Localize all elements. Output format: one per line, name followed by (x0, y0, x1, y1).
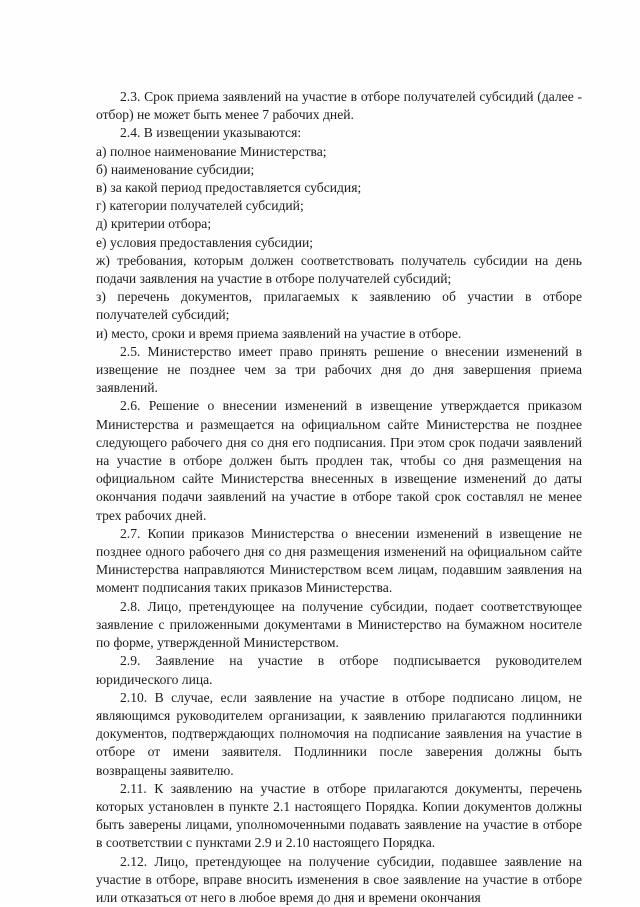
list-item-2-4-zh: ж) требования, которым должен соответствовать получатель субсидии на день подачи заявления на участие в отборе получателей субсидий; (96, 252, 582, 287)
list-item-2-4-i: и) место, сроки и время приема заявлений на участие в отборе. (96, 325, 462, 341)
list-item-2-4-v: в) за какой период предоставляется субсидия; (96, 180, 362, 196)
paragraph-2-5: 2.5. Министерство имеет право принять решение о внесении изменений в извещение не позднее чем за три рабочих дня до дня завершения приема заявлений. (96, 343, 582, 396)
paragraph-2-7: 2.7. Копии приказов Министерства о внесении изменений в извещение не позднее одного рабочего дня со дня размещения изменений на официальном сайте Министерства направляются Министерством всем лицам, подавшим заявления на момент подписания таких приказов Министерства. (96, 525, 582, 596)
paragraph-2-4: 2.4. В извещении указываются: (120, 125, 302, 141)
paragraph-2-8: 2.8. Лицо, претендующее на получение субсидии, подает соответствующее заявление с приложенными документами в Министерство на бумажном носителе по форме, утвержденной Министерством. (96, 598, 582, 651)
list-item-2-4-b: б) наименование субсидии; (96, 161, 255, 177)
list-item-2-4-g: г) категории получателей субсидий; (96, 198, 304, 214)
list-item-2-4-a: а) полное наименование Министерства; (96, 143, 327, 159)
list-item-2-4-z: з) перечень документов, прилагаемых к заявлению об участии в отборе получателей субсидий; (96, 289, 582, 323)
paragraph-2-10: 2.10. В случае, если заявление на участие в отборе подписано лицом, не являющимся руководителем организации, к заявлению прилагаются подлинники документов, подтверждающих полномочия на подписание заявления на участие в отборе от имени заявителя. Подлинники после заверения должны быть возвращены заявителю. (96, 689, 582, 778)
list-item-2-4-d: д) критерии отбора; (96, 216, 212, 232)
document-body (96, 88, 582, 907)
list-item-2-4-e: е) условия предоставления субсидии; (96, 234, 314, 250)
paragraph-2-12: 2.12. Лицо, претендующее на получение субсидии, подавшее заявление на участие в отборе, вправе вносить изменения в свое заявление на участие в отборе или отказаться от него в любое время до дня и времени окончания (96, 853, 582, 905)
paragraph-2-3: 2.3. Срок приема заявлений на участие в отборе получателей субсидий (далее - отбор) не может быть менее 7 рабочих дней. (96, 89, 582, 123)
paragraph-2-6: 2.6. Решение о внесении изменений в извещение утверждается приказом Министерства и размещается на официальном сайте Министерства не позднее следующего рабочего дня со дня его подписания. При этом срок подачи заявлений на участие в отборе должен быть продлен так, чтобы со дня размещения на официальном сайте Министерства внесенных в извещение изменений до даты окончания подачи заявлений на участие в отборе такой срок составлял не менее трех рабочих дней. (96, 398, 582, 523)
paragraph-2-9: 2.9. Заявление на участие в отборе подписывается руководителем юридического лица. (96, 653, 582, 687)
paragraph-2-11: 2.11. К заявлению на участие в отборе прилагаются документы, перечень которых установлен в пункте 2.1 настоящего Порядка. Копии документов должны быть заверены лицами, уполномоченными подавать заявление на участие в отборе в соответствии с пунктами 2.9 и 2.10 настоящего Порядка. (96, 780, 582, 851)
